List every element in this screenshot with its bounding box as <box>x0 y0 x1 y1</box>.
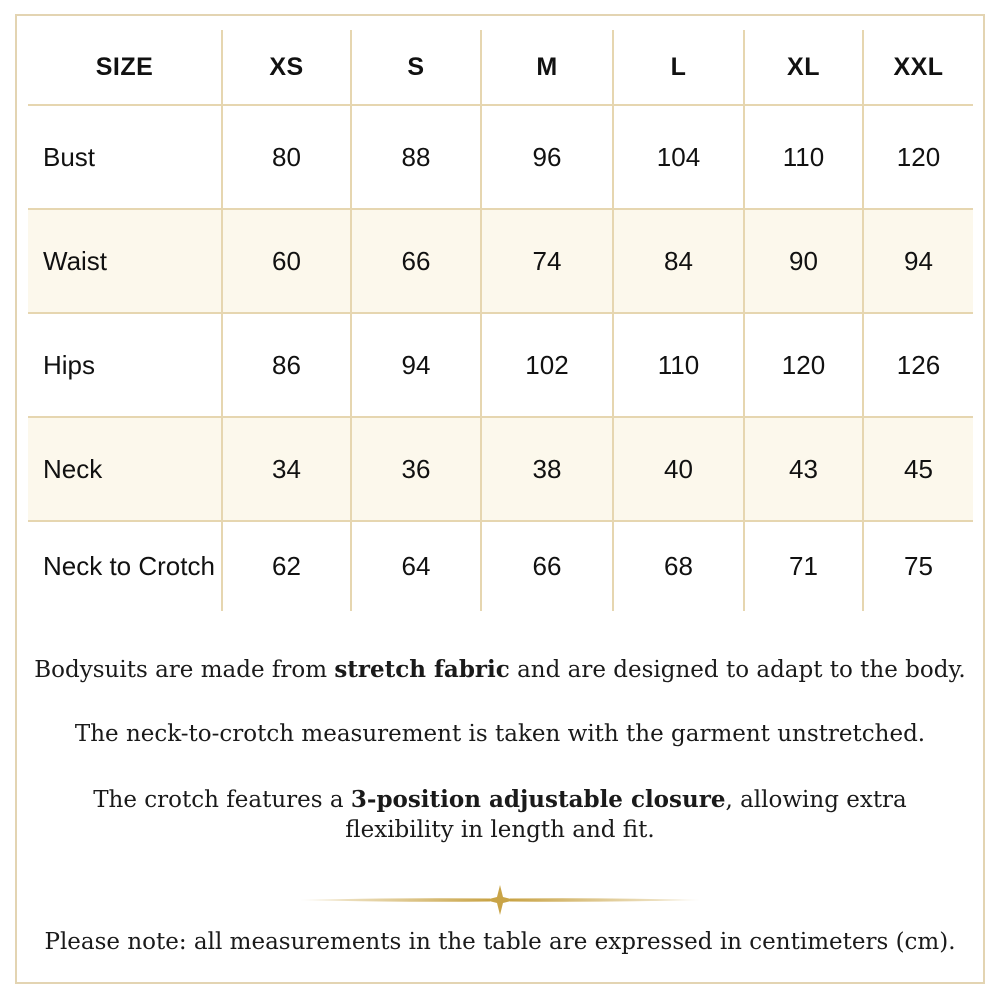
table-cell: 38 <box>481 417 613 521</box>
table-cell: 90 <box>744 209 863 313</box>
table-cell: 102 <box>481 313 613 417</box>
header-xl: XL <box>744 30 863 105</box>
table-cell: 68 <box>613 521 744 611</box>
table-cell: 88 <box>351 105 481 209</box>
row-label: Waist <box>28 209 222 313</box>
header-size: SIZE <box>28 30 222 105</box>
table-cell: 110 <box>613 313 744 417</box>
table-cell: 126 <box>863 313 973 417</box>
table-cell: 64 <box>351 521 481 611</box>
header-xxl: XXL <box>863 30 973 105</box>
emphasis-adjustable-closure: 3-position adjustable closure <box>350 786 726 813</box>
table-cell: 94 <box>351 313 481 417</box>
emphasis-stretch-fabric: stretch fabric <box>334 656 510 683</box>
note-adjustable-closure: The crotch features a 3-position adjustable closure, allowing extra flexibility in length and fit. <box>93 786 907 843</box>
table-cell: 75 <box>863 521 973 611</box>
table-cell: 40 <box>613 417 744 521</box>
table-cell: 110 <box>744 105 863 209</box>
table-cell: 74 <box>481 209 613 313</box>
table-cell: 104 <box>613 105 744 209</box>
table-cell: 62 <box>222 521 351 611</box>
note-units: Please note: all measurements in the table are expressed in centimeters (cm). <box>44 929 956 955</box>
table-cell: 84 <box>613 209 744 313</box>
table-cell: 66 <box>351 209 481 313</box>
table-row-waist <box>28 209 973 313</box>
table-row-bust <box>28 105 973 209</box>
row-label: Bust <box>28 105 222 209</box>
row-label: Neck to Crotch <box>43 551 215 581</box>
ornament-divider-icon <box>300 884 700 916</box>
table-row-hips <box>28 313 973 417</box>
table-row-neck <box>28 417 973 521</box>
table-cell: 120 <box>863 105 973 209</box>
table-cell: 86 <box>222 313 351 417</box>
table-cell: 80 <box>222 105 351 209</box>
note-stretch-fabric: Bodysuits are made from stretch fabric and are designed to adapt to the body. <box>34 656 966 683</box>
header-xs: XS <box>222 30 351 105</box>
table-cell: 71 <box>744 521 863 611</box>
table-cell: 120 <box>744 313 863 417</box>
table-cell: 60 <box>222 209 351 313</box>
header-m: M <box>481 30 613 105</box>
table-cell: 34 <box>222 417 351 521</box>
table-cell: 94 <box>863 209 973 313</box>
row-label: Hips <box>28 313 222 417</box>
table-cell: 43 <box>744 417 863 521</box>
table-cell: 96 <box>481 105 613 209</box>
table-cell: 66 <box>481 521 613 611</box>
header-l: L <box>613 30 744 105</box>
table-row-neck-to-crotch <box>28 521 973 611</box>
table-cell: 45 <box>863 417 973 521</box>
header-s: S <box>351 30 481 105</box>
size-chart-table <box>28 30 973 611</box>
table-header-row <box>28 30 973 105</box>
note-measurement-unstretched: The neck-to-crotch measurement is taken with the garment unstretched. <box>74 721 926 747</box>
row-label: Neck <box>28 417 222 521</box>
table-cell: 36 <box>351 417 481 521</box>
